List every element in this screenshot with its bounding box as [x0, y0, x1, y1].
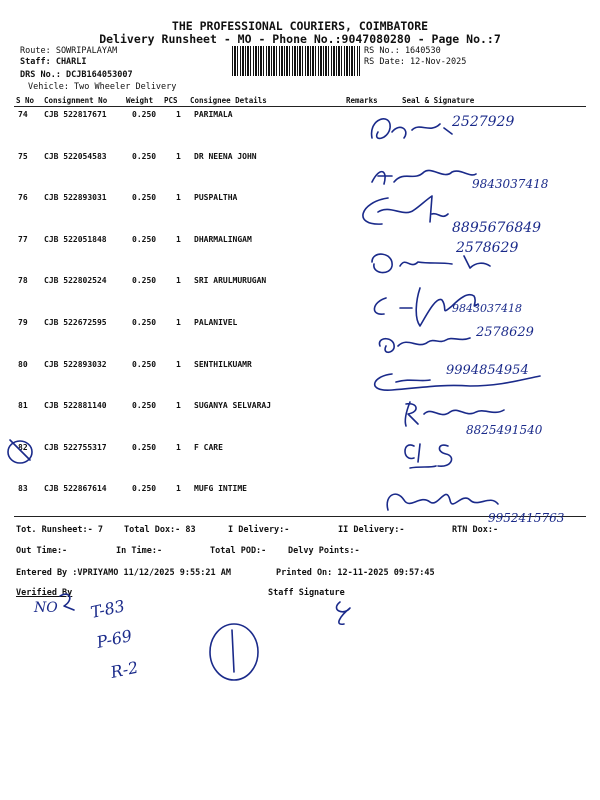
totals-divider: [14, 516, 586, 517]
phone-75: 9843037418: [472, 177, 549, 191]
signature-79: [379, 338, 470, 352]
row-consignment: CJB 522881140: [44, 401, 107, 411]
runsheet-subtitle: Delivery Runsheet - MO - Phone No.:9047080280 - Page No.:7: [99, 32, 501, 46]
row-consignment: CJB 522054583: [44, 151, 107, 161]
row-weight: 0.250: [132, 401, 157, 411]
row-consignee: DR NEENA JOHN: [194, 151, 257, 161]
row-consignee: F CARE: [194, 442, 223, 452]
signature-75: [372, 170, 476, 184]
note-initial: NO: [34, 600, 58, 616]
row-sno: 82: [18, 442, 28, 452]
row-consignment: CJB 522802524: [44, 276, 107, 286]
row-sno: 81: [18, 401, 28, 411]
table-row: [0, 193, 600, 205]
col-seal-signature: Seal & Signature: [402, 96, 475, 105]
total-runsheet: Tot. Runsheet:- 7: [16, 525, 103, 535]
phone-76: 8895676849: [452, 220, 542, 236]
phone-79: 2578629: [476, 325, 534, 340]
note-p: P-69: [94, 625, 134, 652]
row-sno: 74: [18, 110, 28, 119]
printed-on: Printed On: 12-11-2025 09:57:45: [276, 568, 435, 578]
row-consignment: CJB 522867614: [44, 484, 107, 494]
row-pcs: 1: [176, 318, 181, 327]
table-row: [0, 401, 600, 413]
row-consignee: MUFG INTIME: [194, 484, 247, 494]
total-pod: Total POD:-: [210, 546, 267, 556]
row-pcs: 1: [176, 359, 181, 369]
note-t: T-83: [88, 596, 127, 622]
table-row: [0, 443, 600, 455]
phone-74: 2527929: [452, 114, 515, 130]
phone-80: 9994854954: [446, 363, 529, 378]
rtn-dox: RTN Dox:-: [452, 525, 499, 535]
signature-77: [372, 254, 490, 272]
staff-label: Staff: CHARLI: [20, 57, 87, 67]
table-row: [0, 235, 600, 247]
row-consignee: PALANIVEL: [194, 318, 238, 327]
row-weight: 0.250: [132, 193, 157, 203]
row-pcs: 1: [176, 484, 181, 494]
row-sno: 83: [18, 484, 28, 494]
row-consignee: PARIMALA: [194, 110, 233, 119]
col-remarks: Remarks: [346, 96, 378, 105]
row-pcs: 1: [176, 442, 181, 452]
row-sno: 78: [18, 276, 28, 286]
row-weight: 0.250: [132, 359, 157, 369]
table-row: [0, 110, 600, 122]
row-pcs: 1: [176, 234, 181, 244]
row-weight: 0.250: [132, 234, 157, 244]
row-consignee: SRI ARULMURUGAN: [194, 276, 267, 286]
row-weight: 0.250: [132, 110, 157, 119]
row-consignment: CJB 522893031: [44, 193, 107, 203]
i-delivery: I Delivery:-: [228, 525, 290, 535]
table-row: [0, 484, 600, 496]
row-weight: 0.250: [132, 151, 157, 161]
row-consignment: CJB 522755317: [44, 442, 107, 452]
phone-81: 8825491540: [466, 423, 543, 437]
row-sno: 75: [18, 151, 28, 161]
staff-signature-label: Staff Signature: [268, 588, 345, 598]
col-consignment: Consignment No: [44, 96, 108, 105]
phone-77: 2578629: [456, 240, 519, 256]
table-row: [0, 318, 600, 330]
row-pcs: 1: [176, 401, 181, 411]
table-row: [0, 152, 600, 164]
row-sno: 76: [18, 193, 28, 203]
phone-83: 9952415763: [488, 511, 565, 525]
row-pcs: 1: [176, 110, 181, 119]
row-consignment: CJB 522893032: [44, 359, 107, 369]
row-pcs: 1: [176, 193, 181, 203]
row-consignee: SUGANYA SELVARAJ: [194, 401, 272, 411]
signature-80: [375, 374, 540, 390]
table-row: [0, 276, 600, 288]
row-sno: 77: [18, 234, 28, 244]
row-consignee: PUSPALTHA: [194, 193, 238, 203]
entered-by: Entered By :VPRIYAMO 11/12/2025 9:55:21 AM: [16, 568, 231, 578]
row-pcs: 1: [176, 276, 181, 286]
row-consignee: SENTHILKUAMR: [194, 359, 252, 369]
row-pcs: 1: [176, 151, 181, 161]
circled-mark-stroke: [232, 630, 234, 672]
row-weight: 0.250: [132, 276, 157, 286]
table-row: [0, 360, 600, 372]
row-consignment: CJB 522051848: [44, 234, 107, 244]
circled-mark: [210, 624, 258, 680]
row-consignee: DHARMALINGAM: [194, 234, 252, 244]
col-consignee: Consignee Details: [190, 96, 267, 105]
col-weight: Weight: [126, 96, 154, 105]
verified-by: Verified By: [16, 588, 73, 598]
row-sno: 80: [18, 359, 28, 369]
total-dox: Total Dox:- 83: [124, 525, 196, 535]
staff-signature-mark: [337, 602, 351, 624]
signature-83: [387, 494, 498, 510]
header-divider: [14, 106, 586, 107]
row-weight: 0.250: [132, 318, 157, 327]
barcode: [232, 46, 360, 76]
in-time: In Time:-: [116, 546, 163, 556]
vehicle-label: Vehicle: Two Wheeler Delivery: [28, 82, 177, 92]
rs-number: RS No.: 1640530: [364, 46, 441, 56]
col-pcs: PCS: [164, 96, 178, 105]
company-title: THE PROFESSIONAL COURIERS, COIMBATORE: [171, 19, 429, 33]
row-consignment: CJB 522817671: [44, 110, 107, 119]
col-sno: S No: [16, 96, 35, 105]
delvy-points: Delvy Points:-: [288, 546, 360, 556]
row-weight: 0.250: [132, 484, 157, 494]
note-r: R-2: [108, 657, 140, 682]
drs-number: DRS No.: DCJB164053007: [20, 70, 133, 80]
row-sno: 79: [18, 318, 28, 327]
rs-date: RS Date: 12-Nov-2025: [364, 57, 467, 67]
route-label: Route: SOWRIPALAYAM: [20, 46, 118, 56]
ii-delivery: II Delivery:-: [338, 525, 405, 535]
out-time: Out Time:-: [16, 546, 68, 556]
row-consignment: CJB 522672595: [44, 318, 107, 327]
row-weight: 0.250: [132, 442, 157, 452]
phone-78: 9843037418: [452, 302, 522, 315]
